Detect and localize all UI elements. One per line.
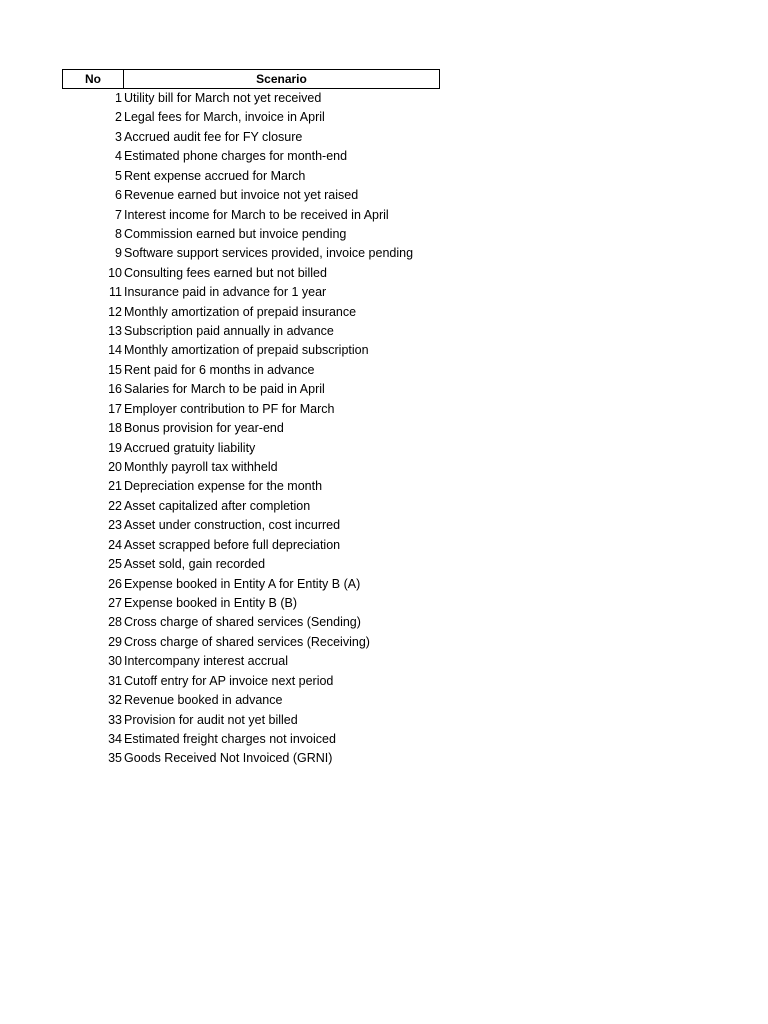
row-scenario: Monthly payroll tax withheld	[124, 460, 278, 475]
table-row	[62, 108, 440, 127]
row-scenario: Asset scrapped before full depreciation	[124, 537, 341, 552]
row-number: 9	[115, 246, 122, 261]
row-number: 27	[108, 595, 122, 610]
table-row	[62, 206, 440, 225]
row-scenario: Monthly amortization of prepaid subscription	[124, 343, 369, 358]
row-scenario: Intercompany interest accrual	[124, 654, 288, 669]
row-number: 11	[109, 285, 122, 300]
row-number: 4	[115, 149, 122, 164]
table-row	[62, 303, 440, 322]
table-row	[62, 730, 440, 749]
table-row	[62, 147, 440, 166]
table-row	[62, 575, 440, 594]
row-number: 17	[108, 401, 122, 416]
table-row	[62, 186, 440, 205]
row-scenario: Accrued audit fee for FY closure	[124, 129, 303, 144]
header-no: No	[63, 70, 124, 88]
row-number: 30	[108, 654, 122, 669]
row-number: 8	[115, 226, 122, 241]
row-number: 32	[108, 693, 122, 708]
row-number: 2	[115, 110, 122, 125]
row-scenario: Interest income for March to be received in April	[124, 207, 389, 222]
row-number: 26	[108, 576, 122, 591]
row-number: 34	[108, 731, 122, 746]
row-number: 7	[115, 207, 122, 222]
row-scenario: Asset under construction, cost incurred	[124, 518, 341, 533]
table-row	[62, 400, 440, 419]
row-scenario: Software support services provided, invoice pending	[124, 246, 414, 261]
row-number: 10	[108, 265, 122, 280]
table-row	[62, 361, 440, 380]
row-number: 25	[108, 557, 122, 572]
row-scenario: Revenue earned but invoice not yet raised	[124, 188, 359, 203]
row-scenario: Legal fees for March, invoice in April	[124, 110, 325, 125]
row-scenario: Estimated freight charges not invoiced	[124, 731, 336, 746]
row-scenario: Insurance paid in advance for 1 year	[124, 285, 327, 300]
row-scenario: Accrued gratuity liability	[124, 440, 256, 455]
row-number: 18	[108, 421, 122, 436]
row-number: 15	[108, 362, 122, 377]
row-scenario: Revenue booked in advance	[124, 693, 283, 708]
table-row	[62, 536, 440, 555]
table-row	[62, 711, 440, 730]
row-scenario: Monthly amortization of prepaid insurance	[124, 304, 357, 319]
table-row	[62, 691, 440, 710]
row-number: 23	[108, 518, 122, 533]
row-number: 35	[108, 751, 122, 766]
row-scenario: Employer contribution to PF for March	[124, 401, 335, 416]
table-body	[62, 89, 440, 769]
row-number: 3	[115, 129, 122, 144]
table-row	[62, 128, 440, 147]
table-row	[62, 516, 440, 535]
row-scenario: Cross charge of shared services (Receiving)	[124, 634, 370, 649]
row-number: 13	[108, 324, 122, 339]
row-scenario: Bonus provision for year-end	[124, 421, 284, 436]
scenario-table	[62, 69, 440, 769]
row-number: 22	[108, 498, 122, 513]
row-scenario: Cross charge of shared services (Sending)	[124, 615, 361, 630]
row-number: 20	[108, 460, 122, 475]
row-number: 14	[108, 343, 122, 358]
table-row	[62, 555, 440, 574]
table-header	[62, 69, 440, 89]
row-scenario: Rent expense accrued for March	[124, 168, 306, 183]
row-number: 29	[108, 634, 122, 649]
table-row	[62, 652, 440, 671]
header-scenario: Scenario	[256, 72, 307, 86]
table-row	[62, 439, 440, 458]
table-row	[62, 283, 440, 302]
row-scenario: Utility bill for March not yet received	[124, 91, 322, 105]
row-number: 31	[108, 673, 122, 688]
row-scenario: Rent paid for 6 months in advance	[124, 362, 315, 377]
row-scenario: Commission earned but invoice pending	[124, 226, 347, 241]
row-scenario: Cutoff entry for AP invoice next period	[124, 673, 334, 688]
row-number: 12	[108, 304, 122, 319]
row-scenario: Expense booked in Entity B (B)	[124, 595, 298, 610]
row-scenario: Subscription paid annually in advance	[124, 324, 334, 339]
table-row	[62, 380, 440, 399]
table-row	[62, 458, 440, 477]
table-row	[62, 594, 440, 613]
row-scenario: Consulting fees earned but not billed	[124, 265, 327, 280]
table-row	[62, 749, 440, 768]
table-row	[62, 89, 440, 108]
table-row	[62, 225, 440, 244]
row-number: 1	[115, 91, 122, 105]
table-row	[62, 264, 440, 283]
row-scenario: Provision for audit not yet billed	[124, 712, 298, 727]
table-row	[62, 633, 440, 652]
row-scenario: Goods Received Not Invoiced (GRNI)	[124, 751, 333, 766]
table-row	[62, 244, 440, 263]
row-scenario: Salaries for March to be paid in April	[124, 382, 325, 397]
row-number: 6	[115, 188, 122, 203]
table-row	[62, 322, 440, 341]
row-scenario: Asset sold, gain recorded	[124, 557, 266, 572]
row-number: 24	[108, 537, 122, 552]
table-row	[62, 497, 440, 516]
row-number: 5	[115, 168, 122, 183]
row-scenario: Estimated phone charges for month-end	[124, 149, 348, 164]
row-scenario: Expense booked in Entity A for Entity B (A)	[124, 576, 361, 591]
row-scenario: Asset capitalized after completion	[124, 498, 311, 513]
row-number: 28	[108, 615, 122, 630]
row-number: 21	[108, 479, 122, 494]
table-row	[62, 341, 440, 360]
table-row	[62, 672, 440, 691]
row-scenario: Depreciation expense for the month	[124, 479, 323, 494]
row-number: 16	[108, 382, 122, 397]
row-number: 33	[108, 712, 122, 727]
table-row	[62, 167, 440, 186]
table-row	[62, 477, 440, 496]
row-number: 19	[108, 440, 122, 455]
table-row	[62, 613, 440, 632]
table-row	[62, 419, 440, 438]
